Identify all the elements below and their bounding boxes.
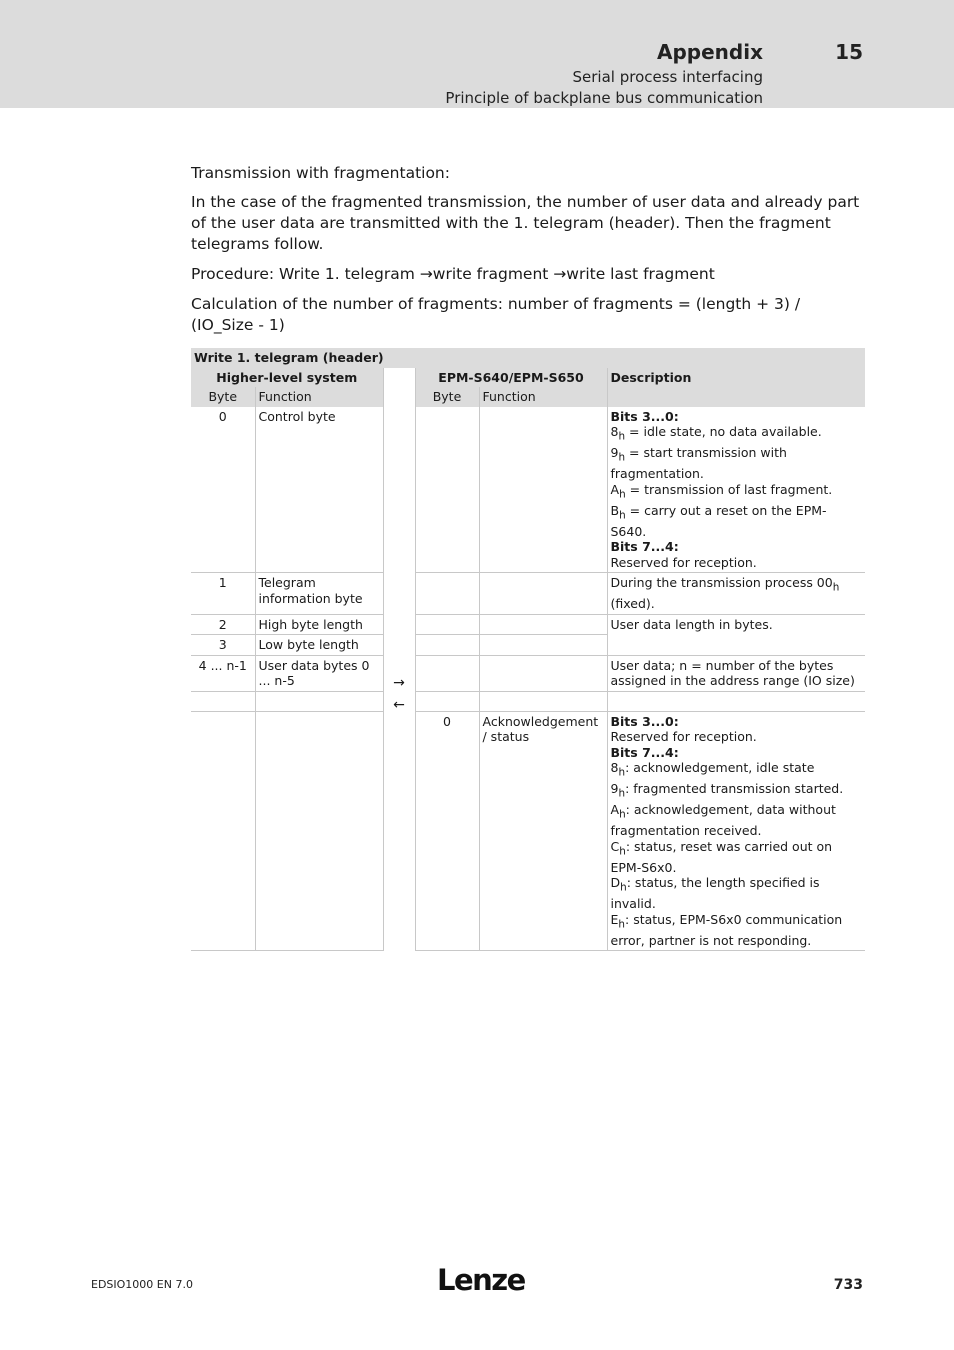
byte-cell: 3: [191, 635, 255, 656]
table-group-header-row: [191, 368, 865, 388]
table-caption-row: [191, 348, 865, 368]
col-function-left: Function: [255, 387, 383, 407]
byte-cell: 1: [191, 573, 255, 615]
arrow-right-icon: →: [393, 674, 405, 691]
chapter-number: 15: [835, 40, 863, 64]
table-row: [191, 614, 865, 635]
col-byte-right: Byte: [415, 387, 479, 407]
function-cell: Control byte: [255, 407, 383, 573]
description-header: Description: [607, 368, 865, 407]
description-cell: Bits 3...0: $8_h$ = idle state, no data available. $9_h$ = start transmission with fragmentation. $A_h$ = transmission of last fragment. $B_h$ = carry out a reset on the EPM-S640. Bits 7...4: Reserved for reception.: [607, 407, 865, 573]
function-cell: Telegram information byte: [255, 573, 383, 615]
document-id: EDSIO1000 EN 7.0: [91, 1278, 193, 1291]
byte-cell: 0: [191, 407, 255, 573]
direction-column: [383, 368, 415, 951]
description-cell: During the transmission process $00_h$ (fixed).: [607, 573, 865, 615]
function-cell: Low byte length: [255, 635, 383, 656]
table-row: [191, 655, 865, 691]
paragraph-procedure: Procedure: Write 1. telegram →write fragment →write last fragment: [191, 265, 715, 283]
table-row: [191, 407, 865, 573]
byte-cell: 2: [191, 614, 255, 635]
table-row-empty: [191, 691, 865, 711]
paragraph-calculation: Calculation of the number of fragments: number of fragments = (length + 3) / (IO_Size - 1): [191, 295, 801, 334]
function-cell: High byte length: [255, 614, 383, 635]
table-row: [191, 711, 865, 951]
page-number: 733: [833, 1277, 863, 1293]
lenze-logo: Lenze: [437, 1263, 525, 1297]
subsection-subtitle: Principle of backplane bus communication: [445, 89, 763, 107]
section-subtitle: Serial process interfacing: [572, 68, 763, 86]
chapter-title: Appendix: [657, 40, 763, 64]
paragraph-intro: Transmission with fragmentation:: [191, 164, 450, 182]
col-function-right: Function: [479, 387, 607, 407]
bits-label: Bits 7...4:: [610, 539, 679, 554]
function-cell: Acknowledgement / status: [479, 711, 607, 951]
description-cell: User data; n = number of the bytes assigned in the address range (IO size): [607, 655, 865, 691]
group-epm-s640: EPM-S640/EPM-S650: [415, 368, 607, 388]
table-row: [191, 573, 865, 615]
byte-cell: 4 ... n-1: [191, 655, 255, 691]
telegram-table: [191, 348, 865, 951]
table-caption: Write 1. telegram (header): [191, 348, 865, 368]
bits-label: Bits 3...0:: [610, 408, 679, 424]
col-byte-left: Byte: [191, 387, 255, 407]
bits-label: Bits 7...4:: [610, 744, 679, 760]
arrow-left-icon: ←: [393, 696, 405, 713]
bits-label: Bits 3...0:: [610, 713, 679, 729]
description-cell: User data length in bytes.: [607, 614, 865, 655]
byte-cell: 0: [415, 711, 479, 951]
function-cell: User data bytes 0 ... n-5: [255, 655, 383, 691]
description-cell: Bits 3...0: Reserved for reception. Bits 7...4: $8_h$: acknowledgement, idle state $9_h$: fragmented transmission started. $A_h$: acknowledgement, data without fragmentation received. $C_h$: status, reset was carried out on EPM-S6x0. $D_h$: status, the length specified is invalid. $E_h$: status, EPM-S6x0 communication error, partner is not responding.: [607, 711, 865, 951]
paragraph-description: In the case of the fragmented transmission, the number of user data and already part of the user data are transmitted with the 1. telegram (header). Then the fragment telegrams follow.: [191, 193, 860, 253]
group-higher-level-system: Higher-level system: [191, 368, 383, 388]
